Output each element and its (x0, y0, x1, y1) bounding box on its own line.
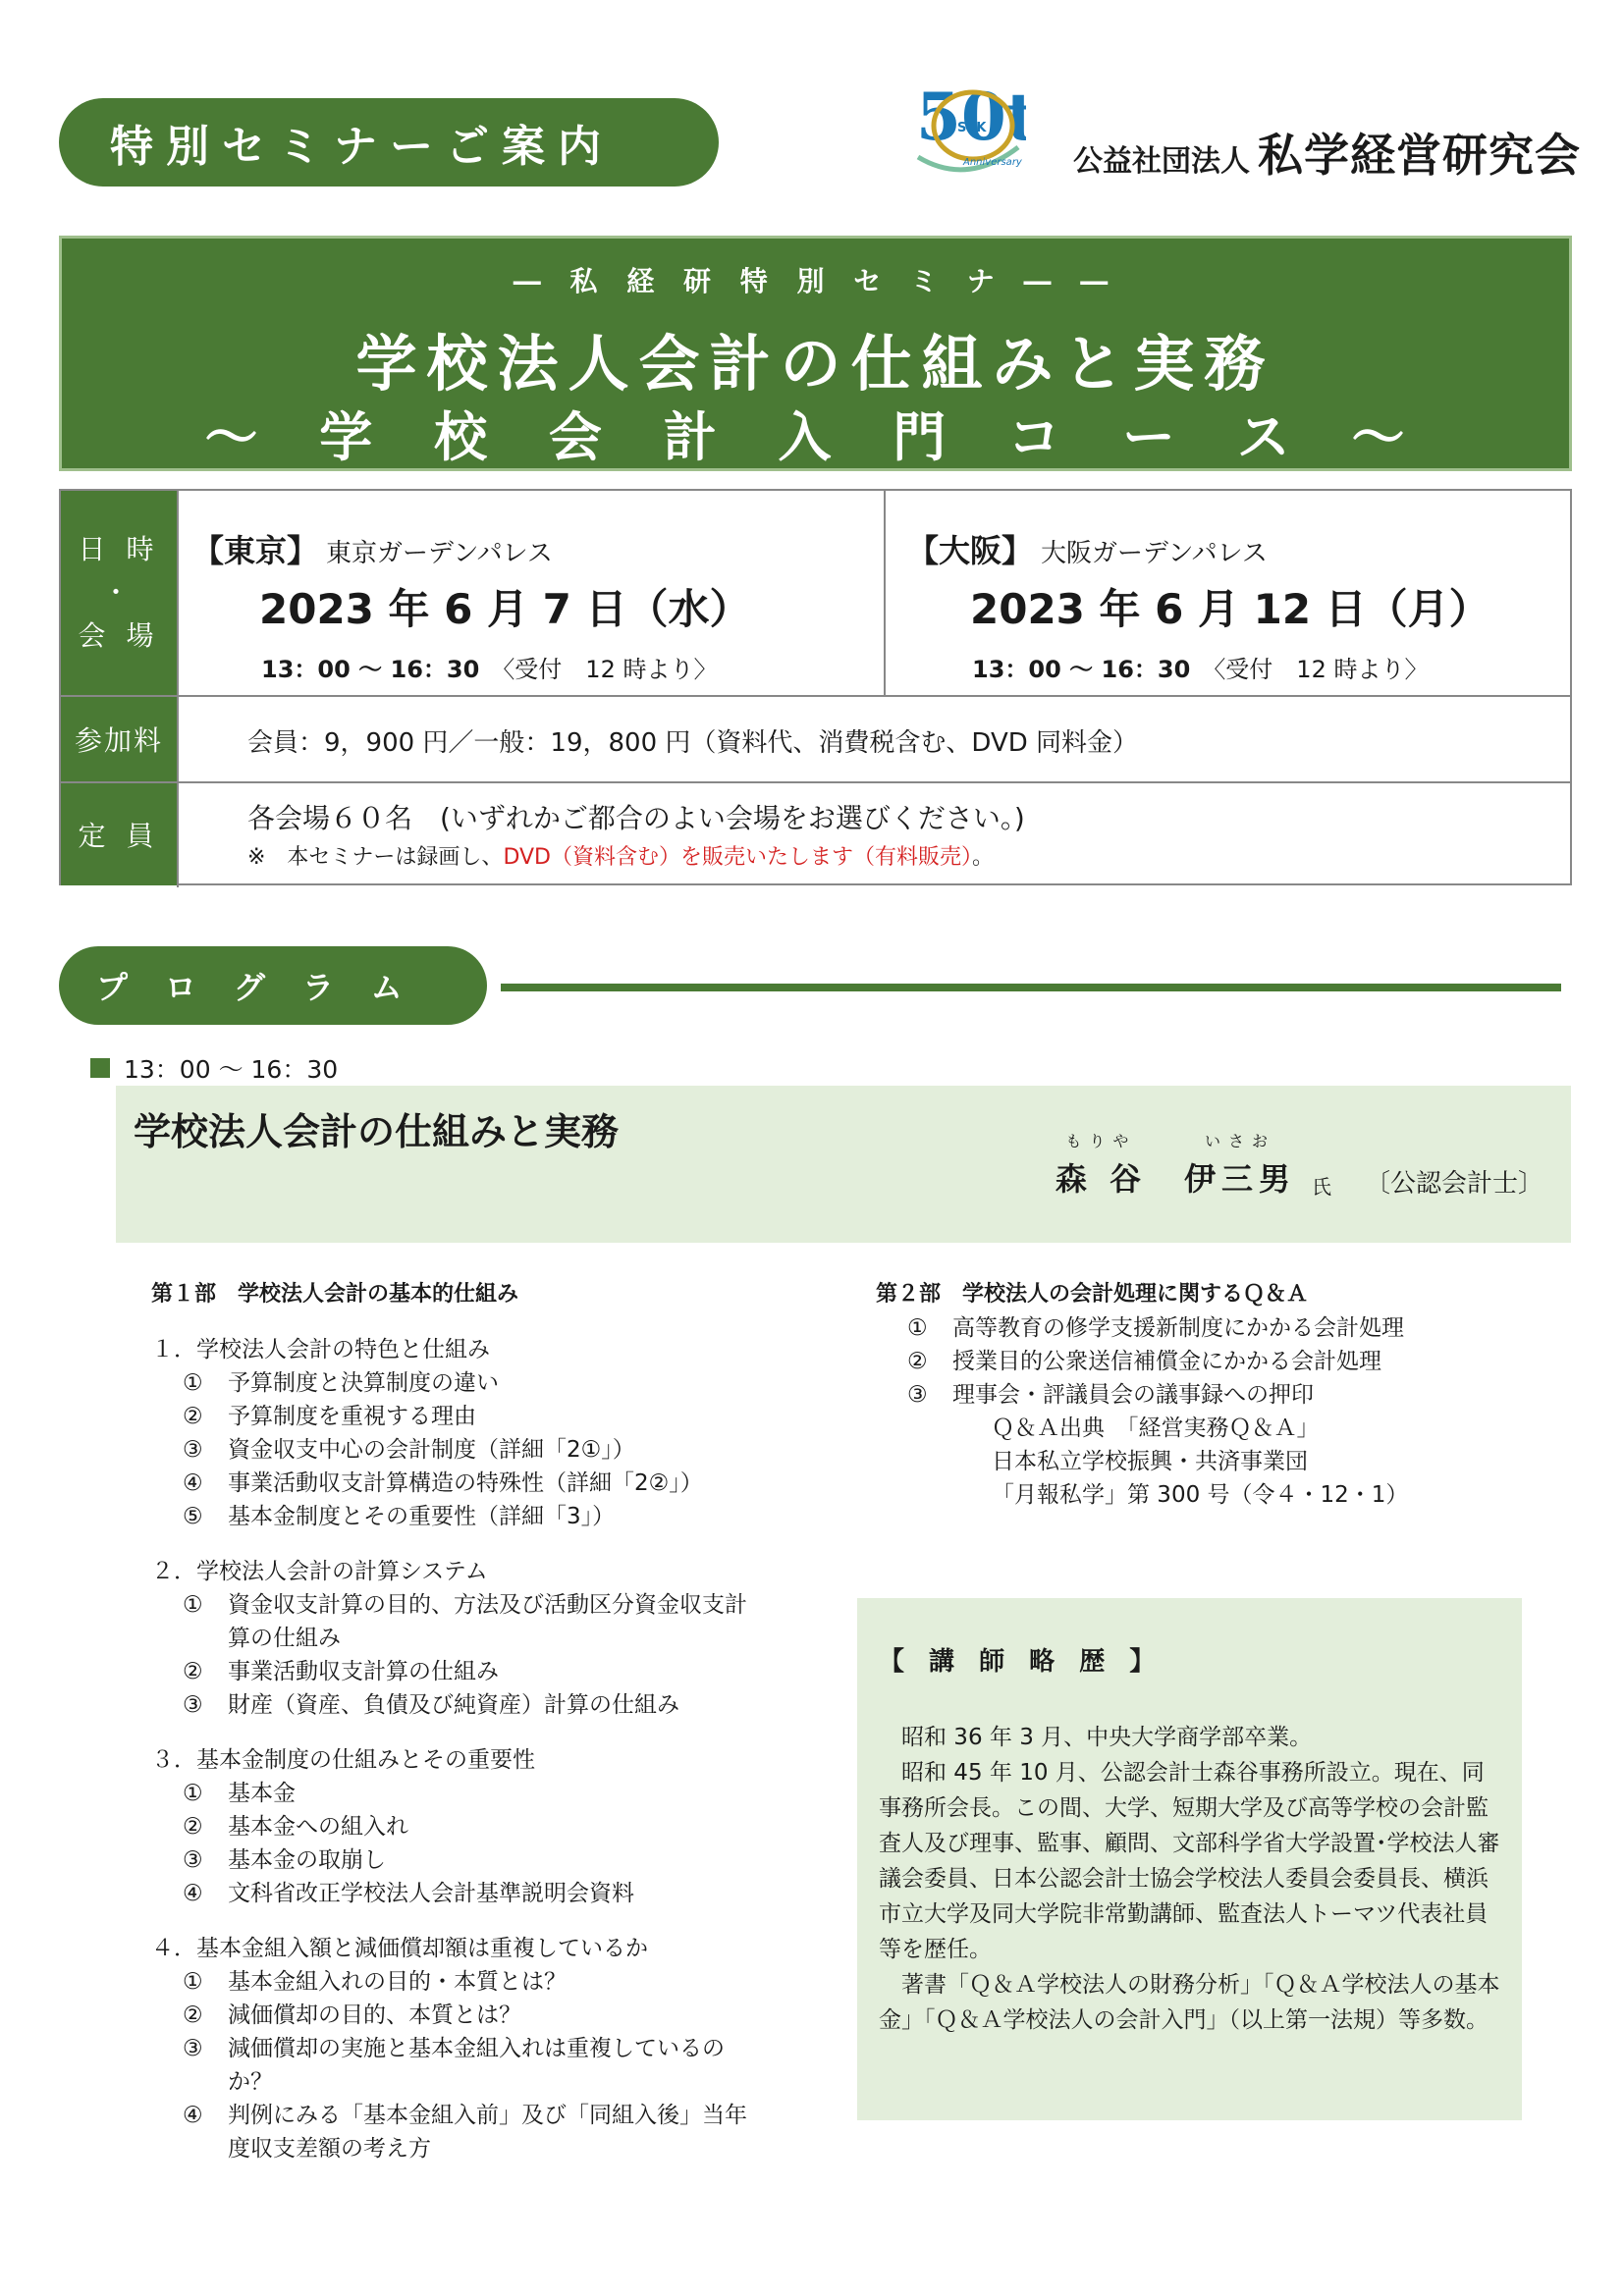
osaka-venue: 【大阪】 大阪ガーデンパレス (907, 532, 1268, 569)
anniversary-logo-icon (908, 79, 1026, 187)
item-text: 事業活動収支計算構造の特殊性（詳細「2②」） (228, 1470, 703, 1496)
section (151, 1333, 858, 1533)
item-number: ② (907, 1349, 928, 1374)
item-text: 授業目的公衆送信補償金にかかる会計処理 (952, 1349, 1381, 1374)
datetime-venue-label: 日 時 ・ 会 場 (61, 491, 177, 695)
item-number: ③ (183, 1692, 203, 1718)
qa-source-line: Ｑ＆Ａ出典 「経営実務Ｑ＆Ａ」 (992, 1415, 1320, 1441)
part2-column (876, 1278, 1563, 1512)
capacity-text: 各会場６０名 (いずれかご都合のよい会場をお選びください。) (247, 802, 1025, 834)
banner-subtitle: ― 私 経 研 特 別 セ ミ ナ ― ― (513, 265, 1118, 297)
speaker-given: いさお 伊三男 (1183, 1132, 1296, 1198)
item-number: ③ (183, 1847, 203, 1873)
item-text: 判例にみる「基本金組入前」及び「同組入後」当年 (228, 2103, 747, 2128)
item-text: 事業活動収支計算の仕組み (228, 1659, 499, 1684)
program-divider (501, 984, 1561, 991)
section-heading: １．学校法人会計の特色と仕組み (151, 1337, 490, 1362)
seminar-guide-label: 特別セミナーご案内 (110, 122, 614, 172)
item-number: ③ (183, 1437, 203, 1463)
section-heading: ３．基本金制度の仕組みとその重要性 (151, 1747, 535, 1773)
item-text: 基本金の取崩し (228, 1847, 386, 1873)
item-number: ① (183, 1969, 203, 1995)
bio-paragraph: 昭和 45 年 10 月、公認会計士森谷事務所設立。現在、同事務所会長。この間、大学、短期大学及び高等学校の会計監査人及び理事、監事、顧問、文部科学省大学設置･学校法人審議会委員、日本公認会計士協会学校法人委員会委員長、横浜市立大学及同大学院非常勤講師、監査法人トーマツ代表社員等を歴任。 (879, 1760, 1500, 1962)
list-item (151, 1366, 858, 1400)
list-item (151, 1655, 858, 1688)
item-number: ① (183, 1592, 203, 1618)
item-number: ④ (183, 1881, 203, 1906)
org-name: 私学経営研究会 (1258, 129, 1581, 182)
section (151, 1743, 858, 1910)
list-item (151, 1400, 858, 1433)
item-text: 理事会・評議員会の議事録への押印 (952, 1382, 1314, 1408)
tokyo-date: 2023 年 6 月 7 日（水） (259, 585, 751, 633)
speaker-surname: もりや 森 谷 (1055, 1132, 1147, 1198)
item-text: 基本金制度とその重要性（詳細「3」） (228, 1504, 616, 1529)
org-name-block (1073, 120, 1581, 185)
info-table (59, 489, 1572, 885)
list-item (151, 1843, 858, 1877)
section (151, 1932, 858, 2165)
bio-paragraph: 昭和 36 年 3 月、中央大学商学部卒業。 (901, 1725, 1313, 1750)
item-text: 減価償却の目的、本質とは？ (228, 2002, 521, 2028)
section-heading: ２．学校法人会計の計算システム (151, 1559, 488, 1584)
item-text: 予算制度を重視する理由 (228, 1404, 476, 1429)
dvd-note: ※ 本セミナーは録画し、DVD（資料含む）を販売いたします（有料販売）。 (247, 845, 994, 870)
item-number: ④ (183, 2103, 203, 2128)
list-item (151, 1877, 858, 1910)
speaker (1055, 1132, 1543, 1200)
list-item (151, 2099, 858, 2132)
program-pill (59, 946, 487, 1025)
bio-heading: 【 講 師 略 歴 】 (879, 1647, 1164, 1677)
program-label: プログラム (96, 969, 440, 1006)
item-continuation: か？ (228, 2069, 273, 2095)
item-continuation: 度収支差額の考え方 (228, 2136, 431, 2162)
item-text: 基本金 (228, 1781, 296, 1806)
banner-course: 〜 学 校 会 計 入 門 コ ー ス 〜 (204, 406, 1427, 468)
part1-column (151, 1278, 858, 2165)
item-number: ② (183, 1404, 203, 1429)
list-item (151, 1588, 858, 1622)
item-continuation: 算の仕組み (228, 1626, 341, 1651)
speaker-honorific: 氏 (1311, 1175, 1331, 1199)
list-item (151, 1810, 858, 1843)
item-number: ① (183, 1781, 203, 1806)
osaka-date: 2023 年 6 月 12 日（月） (970, 585, 1490, 633)
qa-source-line: 「月報私学」第 300 号（令４・12・1） (992, 1482, 1409, 1508)
item-number: ④ (183, 1470, 203, 1496)
item-number: ② (183, 1814, 203, 1840)
item-text: 基本金組入れの目的・本質とは？ (228, 1969, 567, 1995)
org-prefix: 公益社団法人 (1073, 144, 1250, 179)
item-number: ② (183, 1659, 203, 1684)
capacity-label: 定 員 (61, 783, 177, 885)
list-item (151, 1500, 858, 1533)
square-bullet-icon (90, 1058, 110, 1078)
item-number: ① (183, 1370, 203, 1396)
part2-title: 第２部 学校法人の会計処理に関するＱ＆Ａ (876, 1282, 1309, 1307)
list-item (151, 2032, 858, 2065)
list-item (151, 1433, 858, 1467)
org-logo (908, 79, 1581, 187)
list-item (876, 1311, 1563, 1345)
fee-text: 会員：9，900 円／一般：19，800 円（資料代、消費税含む、DVD 同料金） (247, 728, 1139, 758)
list-item (151, 1467, 858, 1500)
item-text: 予算制度と決算制度の違い (228, 1370, 499, 1396)
bio-text (879, 1720, 1505, 2038)
item-number: ① (907, 1315, 928, 1341)
section-heading: ４．基本金組入額と減価償却額は重複しているか (151, 1936, 648, 1961)
item-text: 高等教育の修学支援新制度にかかる会計処理 (952, 1315, 1404, 1341)
bio-box (857, 1598, 1522, 2120)
item-text: 資金収支計算の目的、方法及び活動区分資金収支計 (228, 1592, 747, 1618)
course-title: 学校法人会計の仕組みと実務 (134, 1110, 620, 1153)
list-item (151, 1688, 858, 1722)
speaker-title: 〔公認会計士〕 (1364, 1169, 1543, 1199)
list-item (151, 1965, 858, 1999)
list-item (151, 1777, 858, 1810)
item-text: 資金収支中心の会計制度（詳細「2①」） (228, 1437, 635, 1463)
fee-label: 参加料 (61, 697, 177, 781)
anniversary-word: Anniversary (963, 157, 1022, 168)
program-time: 13：00 〜 16：30 (90, 1050, 338, 1086)
tokyo-venue: 【東京】 東京ガーデンパレス (192, 532, 553, 569)
tokyo-time: 13：00 〜 16：30 〈受付 12 時より〉 (261, 656, 718, 683)
item-number: ② (183, 2002, 203, 2028)
title-banner (59, 236, 1572, 471)
list-item (876, 1345, 1563, 1378)
bio-paragraph: 著書「Ｑ＆Ａ学校法人の財務分析」「Ｑ＆Ａ学校法人の基本金」「Ｑ＆Ａ学校法人の会計入門」（以上第一法規）等多数。 (879, 1972, 1500, 2033)
anniversary-50: 50t (916, 79, 1026, 155)
list-item (151, 1999, 858, 2032)
item-number: ③ (183, 2036, 203, 2061)
part1-title: 第１部 学校法人会計の基本的仕組み (151, 1282, 519, 1307)
item-text: 文科省改正学校法人会計基準説明会資料 (228, 1881, 634, 1906)
qa-source-line: 日本私立学校振興・共済事業団 (992, 1449, 1308, 1474)
banner-title: 学校法人会計の仕組みと実務 (355, 328, 1275, 400)
item-number: ③ (907, 1382, 928, 1408)
section (151, 1555, 858, 1722)
osaka-time: 13：00 〜 16：30 〈受付 12 時より〉 (972, 656, 1429, 683)
item-text: 減価償却の実施と基本金組入れは重複しているの (228, 2036, 725, 2061)
item-number: ⑤ (183, 1504, 203, 1529)
seminar-guide-pill (59, 98, 719, 187)
list-item (876, 1378, 1563, 1412)
item-text: 基本金への組入れ (228, 1814, 408, 1840)
course-box (116, 1086, 1571, 1243)
item-text: 財産（資産、負債及び純資産）計算の仕組み (228, 1692, 679, 1718)
anniversary-badge: SKK (957, 121, 987, 135)
